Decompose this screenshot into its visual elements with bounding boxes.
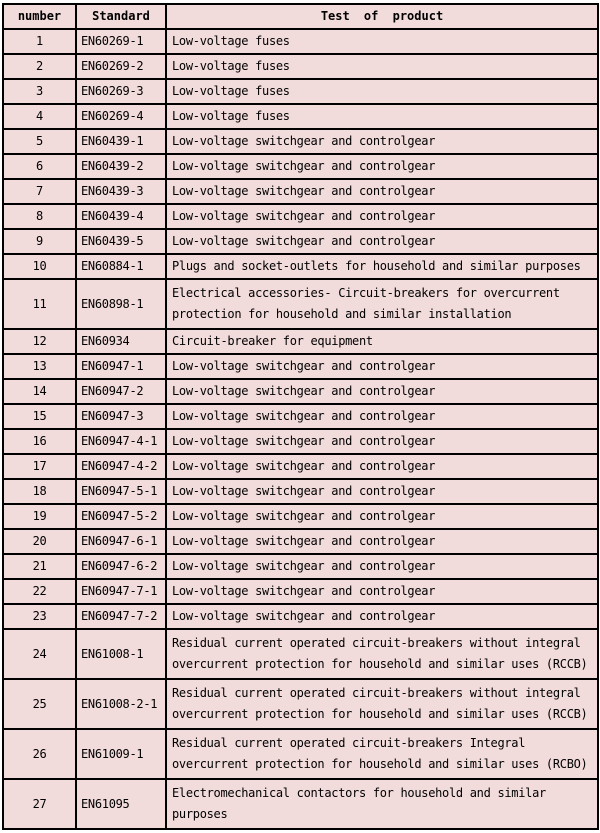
cell-number: 9 [3, 229, 76, 254]
cell-test-of-product: Low-voltage switchgear and controlgear [166, 354, 598, 379]
table-row [3, 404, 598, 429]
table-row [3, 579, 598, 604]
cell-standard: EN61008-1 [76, 629, 166, 679]
cell-standard: EN60898-1 [76, 279, 166, 329]
cell-test-of-product: Low-voltage switchgear and controlgear [166, 404, 598, 429]
cell-standard: EN60947-4-1 [76, 429, 166, 454]
table-row [3, 679, 598, 729]
cell-standard: EN61009-1 [76, 729, 166, 779]
cell-standard: EN60439-5 [76, 229, 166, 254]
table-row [3, 779, 598, 829]
cell-number: 24 [3, 629, 76, 679]
cell-standard: EN60269-3 [76, 79, 166, 104]
cell-test-of-product: Low-voltage switchgear and controlgear [166, 604, 598, 629]
table-row [3, 179, 598, 204]
cell-test-of-product: Residual current operated circuit-breakers Integral overcurrent protection for household and similar uses (RCBO) [166, 729, 598, 779]
table-row [3, 129, 598, 154]
cell-standard: EN60947-2 [76, 379, 166, 404]
table-row [3, 279, 598, 329]
table-row [3, 154, 598, 179]
cell-standard: EN60947-5-1 [76, 479, 166, 504]
table-body [3, 29, 598, 829]
cell-standard: EN60269-2 [76, 54, 166, 79]
table-row [3, 454, 598, 479]
header-test-of-product: Test of product [166, 4, 598, 29]
cell-test-of-product: Circuit-breaker for equipment [166, 329, 598, 354]
cell-standard: EN60439-4 [76, 204, 166, 229]
cell-test-of-product: Low-voltage fuses [166, 79, 598, 104]
cell-standard: EN60947-4-2 [76, 454, 166, 479]
standards-table [2, 3, 599, 830]
cell-number: 10 [3, 254, 76, 279]
table-row [3, 504, 598, 529]
cell-test-of-product: Plugs and socket-outlets for household and similar purposes [166, 254, 598, 279]
cell-test-of-product: Low-voltage switchgear and controlgear [166, 579, 598, 604]
cell-number: 14 [3, 379, 76, 404]
cell-number: 16 [3, 429, 76, 454]
cell-standard: EN60439-1 [76, 129, 166, 154]
cell-number: 2 [3, 54, 76, 79]
cell-test-of-product: Residual current operated circuit-breakers without integral overcurrent protection for household and similar uses (RCCB) [166, 629, 598, 679]
cell-number: 21 [3, 554, 76, 579]
table-row [3, 604, 598, 629]
cell-test-of-product: Low-voltage fuses [166, 54, 598, 79]
table-row [3, 229, 598, 254]
cell-number: 22 [3, 579, 76, 604]
cell-number: 15 [3, 404, 76, 429]
cell-test-of-product: Low-voltage switchgear and controlgear [166, 204, 598, 229]
cell-standard: EN60269-1 [76, 29, 166, 54]
cell-test-of-product: Electromechanical contactors for household and similar purposes [166, 779, 598, 829]
table-row [3, 729, 598, 779]
cell-test-of-product: Low-voltage fuses [166, 29, 598, 54]
cell-test-of-product: Low-voltage switchgear and controlgear [166, 504, 598, 529]
header-number: number [3, 4, 76, 29]
cell-standard: EN60269-4 [76, 104, 166, 129]
cell-number: 17 [3, 454, 76, 479]
cell-number: 1 [3, 29, 76, 54]
cell-test-of-product: Low-voltage switchgear and controlgear [166, 154, 598, 179]
header-row [3, 4, 598, 29]
table-row [3, 254, 598, 279]
table-row [3, 379, 598, 404]
cell-test-of-product: Low-voltage switchgear and controlgear [166, 454, 598, 479]
table-row [3, 354, 598, 379]
cell-standard: EN60884-1 [76, 254, 166, 279]
cell-number: 3 [3, 79, 76, 104]
cell-number: 7 [3, 179, 76, 204]
cell-number: 6 [3, 154, 76, 179]
table-row [3, 204, 598, 229]
cell-test-of-product: Low-voltage switchgear and controlgear [166, 554, 598, 579]
cell-test-of-product: Low-voltage switchgear and controlgear [166, 179, 598, 204]
cell-standard: EN61008-2-1 [76, 679, 166, 729]
cell-standard: EN60947-5-2 [76, 504, 166, 529]
table-row [3, 529, 598, 554]
cell-number: 11 [3, 279, 76, 329]
cell-test-of-product: Low-voltage switchgear and controlgear [166, 529, 598, 554]
cell-test-of-product: Low-voltage switchgear and controlgear [166, 479, 598, 504]
table-row [3, 479, 598, 504]
cell-number: 12 [3, 329, 76, 354]
cell-test-of-product: Low-voltage switchgear and controlgear [166, 379, 598, 404]
table-row [3, 29, 598, 54]
cell-number: 19 [3, 504, 76, 529]
cell-number: 25 [3, 679, 76, 729]
cell-test-of-product: Residual current operated circuit-breakers without integral overcurrent protection for household and similar uses (RCCB) [166, 679, 598, 729]
table-row [3, 554, 598, 579]
cell-standard: EN60947-6-1 [76, 529, 166, 554]
cell-standard: EN61095 [76, 779, 166, 829]
table-row [3, 429, 598, 454]
header-standard: Standard [76, 4, 166, 29]
table-row [3, 329, 598, 354]
cell-test-of-product: Low-voltage switchgear and controlgear [166, 229, 598, 254]
cell-standard: EN60947-6-2 [76, 554, 166, 579]
table-row [3, 54, 598, 79]
table-row [3, 629, 598, 679]
cell-number: 13 [3, 354, 76, 379]
cell-test-of-product: Low-voltage fuses [166, 104, 598, 129]
cell-number: 5 [3, 129, 76, 154]
cell-standard: EN60947-7-1 [76, 579, 166, 604]
cell-standard: EN60439-3 [76, 179, 166, 204]
cell-standard: EN60439-2 [76, 154, 166, 179]
cell-standard: EN60934 [76, 329, 166, 354]
cell-number: 20 [3, 529, 76, 554]
cell-standard: EN60947-1 [76, 354, 166, 379]
table-row [3, 104, 598, 129]
table-row [3, 79, 598, 104]
cell-standard: EN60947-3 [76, 404, 166, 429]
cell-number: 27 [3, 779, 76, 829]
cell-test-of-product: Low-voltage switchgear and controlgear [166, 129, 598, 154]
cell-number: 18 [3, 479, 76, 504]
cell-test-of-product: Electrical accessories- Circuit-breakers for overcurrent protection for household and similar installation [166, 279, 598, 329]
cell-number: 26 [3, 729, 76, 779]
cell-test-of-product: Low-voltage switchgear and controlgear [166, 429, 598, 454]
cell-standard: EN60947-7-2 [76, 604, 166, 629]
cell-number: 8 [3, 204, 76, 229]
cell-number: 23 [3, 604, 76, 629]
cell-number: 4 [3, 104, 76, 129]
